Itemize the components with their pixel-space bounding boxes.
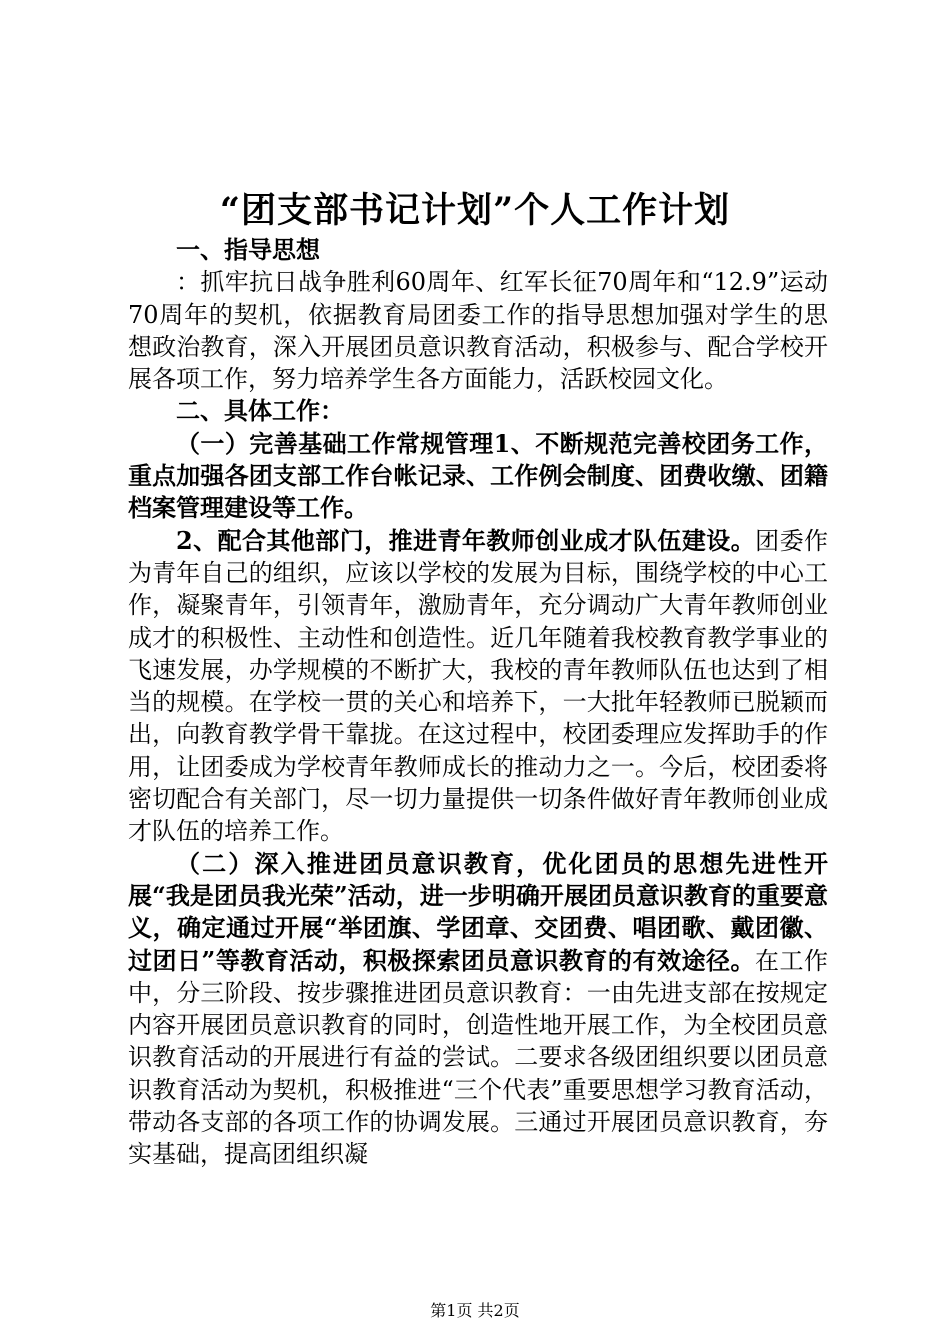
- document-title: “团支部书记计划”个人工作计划: [219, 190, 731, 231]
- item3-lead: （二）深入推进团员意识教育，优化团员的思想先进性开展“我是团员我光荣”活动，进一步明确开展团员意识教育的重要意义，确定通过开展“举团旗、学团章、交团费、唱团歌、戴团徽、过团日”等教育活动，积极探索团员意识教育的有效途径。: [128, 848, 828, 975]
- item1-paragraph: （一）完善基础工作常规管理1、不断规范完善校团务工作，重点加强各团支部工作台帐记录、工作例会制度、团费收缴、团籍档案管理建设等工作。: [128, 428, 828, 523]
- item2-body: 团委作为青年自己的组织，应该以学校的发展为目标，围绕学校的中心工作，凝聚青年，引领青年，激励青年，充分调动广大青年教师创业成才的积极性、主动性和创造性。近几年随着我校教育教学事业的飞速发展，办学规模的不断扩大，我校的青年教师队伍也达到了相当的规模。在学校一贯的关心和培养下，一大批年轻教师已脱颖而出，向教育教学骨干靠拢。在这过程中，校团委理应发挥助手的作用，让团委成为学校青年教师成长的推动力之一。今后，校团委将密切配合有关部门，尽一切力量提供一切条件做好青年教师创业成才队伍的培养工作。: [128, 526, 829, 846]
- item2-paragraph: [128, 525, 828, 848]
- item3-body: 在工作中，分三阶段、按步骤推进团员意识教育：一由先进支部在按规定内容开展团员意识教育的同时，创造性地开展工作，为全校团员意识教育活动的开展进行有益的尝试。二要求各级团组织要以团员意识教育活动为契机，积极推进“三个代表”重要思想学习教育活动，带动各支部的各项工作的协调发展。三通过开展团员意识教育，夯实基础，提高团组织凝: [128, 946, 828, 1169]
- item3-paragraph: [128, 848, 828, 1171]
- page-footer: 第1页 共2页: [430, 1301, 520, 1320]
- section2-heading: 二、具体工作：: [176, 396, 344, 426]
- item2-lead: 2、配合其他部门，推进青年教师创业成才队伍建设。: [176, 525, 756, 555]
- section1-paragraph: ：抓牢抗日战争胜利60周年、红军长征70周年和“12.9”运动70周年的契机，依据教育局团委工作的指导思想加强对学生的思想政治教育，深入开展团员意识教育活动，积极参与、配合学校开展各项工作，努力培养学生各方面能力，活跃校园文化。: [128, 268, 828, 394]
- section1-heading: 一、指导思想: [176, 235, 320, 264]
- document-body: [128, 234, 828, 1171]
